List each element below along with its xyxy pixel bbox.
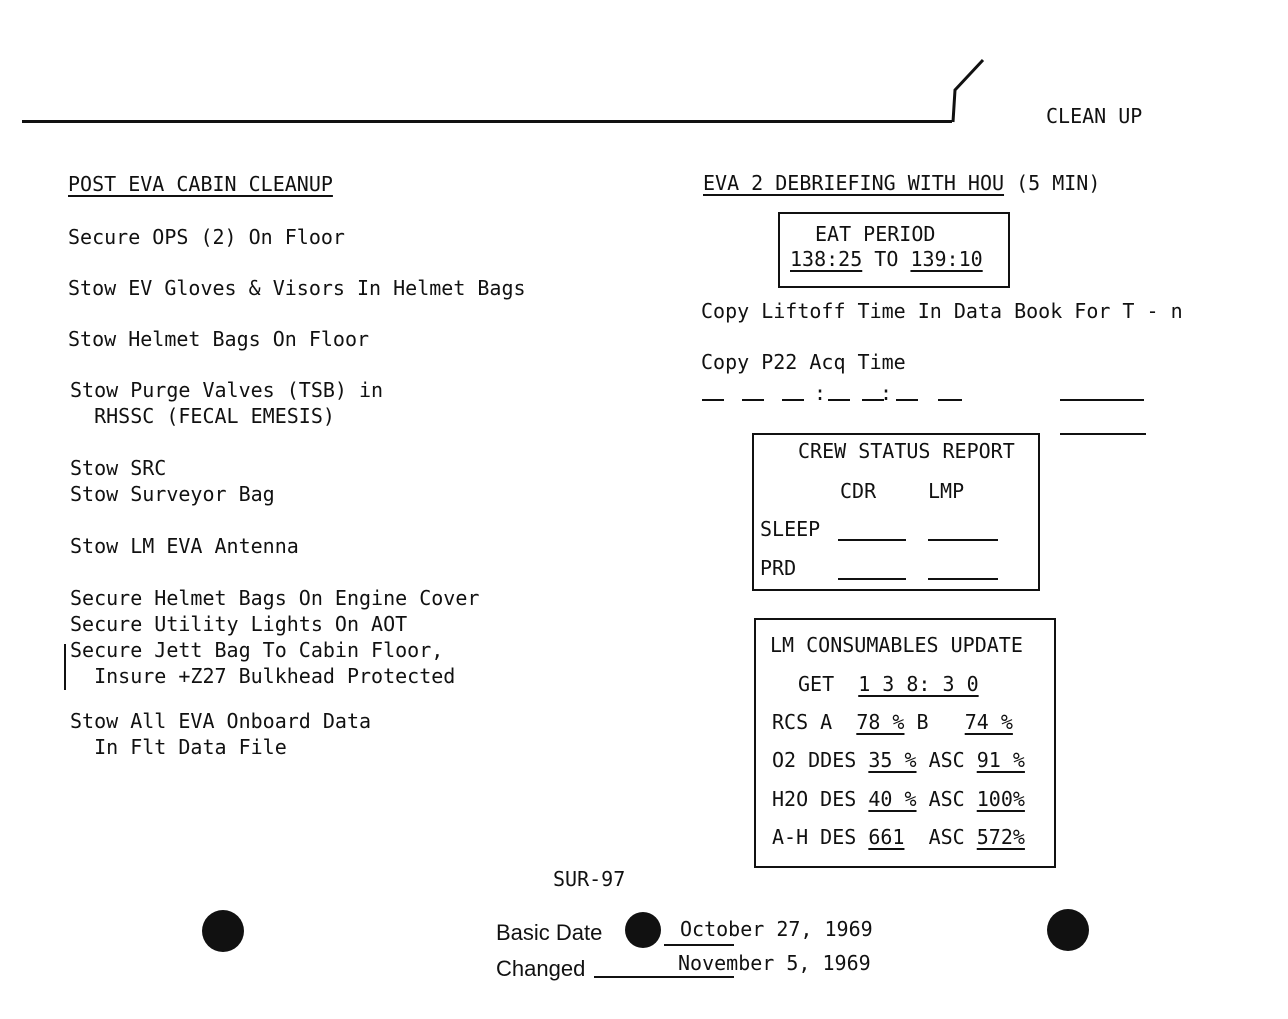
consumables-row [772,786,1025,812]
row-value-2: 100% [976,787,1025,811]
copy-liftoff-text: Copy Liftoff Time In Data Book For T - n [701,299,1183,323]
binder-hole-right [1047,909,1089,951]
row-value-2: 74 % [964,710,1013,734]
changed-date-value: November 5, 1969 [678,951,871,975]
sleep-lmp-blank [928,539,998,541]
eat-start: 138:25 [790,247,863,271]
get-label: GET [798,672,835,696]
consumables-row [772,824,1025,850]
get-value: 1 3 8: 3 0 [858,672,979,696]
list-item: RHSSC (FECAL EMESIS) [70,404,335,428]
binder-hole-left [202,910,244,952]
tab-mark [940,50,1000,130]
row-value-1: 40 % [868,787,917,811]
row-mid: ASC [928,825,965,849]
changed-underline [594,976,734,978]
eat-label: EAT PERIOD [815,222,936,246]
sleep-cdr-blank [838,539,906,541]
row-label: A-H DES [772,825,857,849]
right-title-main: EVA 2 DEBRIEFING WITH HOU [703,171,1005,195]
consumables-title: LM CONSUMABLES UPDATE [770,633,1023,657]
row-value-1: 78 % [856,710,905,734]
row-label: O2 DDES [772,748,857,772]
list-item: Stow Purge Valves (TSB) in [70,378,384,402]
copy-p22-text: Copy P22 Acq Time [701,350,906,374]
list-item: Stow Surveyor Bag [70,482,275,506]
crew-row-sleep: SLEEP [760,517,821,541]
crew-col-cdr: CDR [840,479,877,503]
list-item: Stow All EVA Onboard Data [70,709,372,733]
row-value-1: 35 % [868,748,917,772]
basic-date-underline [664,944,734,946]
list-item: Secure Utility Lights On AOT [70,612,408,636]
section-label: CLEAN UP [1046,104,1143,128]
eat-range [790,246,983,272]
eat-to: TO [874,247,899,271]
list-item: Secure OPS (2) On Floor [68,225,345,249]
consumables-row [772,709,1013,735]
eat-end: 139:10 [910,247,983,271]
basic-date-value: October 27, 1969 [680,917,873,941]
list-item: Stow Helmet Bags On Floor [68,327,370,351]
row-value-2: 572% [976,825,1025,849]
list-item: Stow LM EVA Antenna [70,534,299,558]
list-item: Insure +Z27 Bulkhead Protected [70,664,456,688]
page-id: SUR-97 [553,867,626,891]
prd-cdr-blank [838,578,906,580]
row-label: H2O DES [772,787,857,811]
crew-col-lmp: LMP [928,479,965,503]
change-bar [64,644,66,690]
changed-label: Changed [496,956,586,981]
consumables-row [772,747,1025,773]
list-item: Secure Jett Bag To Cabin Floor, [70,638,444,662]
prd-lmp-blank [928,578,998,580]
left-title: POST EVA CABIN CLEANUP [68,172,333,196]
crew-status-title: CREW STATUS REPORT [798,439,1015,463]
list-item: In Flt Data File [70,735,287,759]
basic-date-label: Basic Date [496,920,603,945]
row-mid: B [916,710,929,734]
row-mid: ASC [928,787,965,811]
crew-row-prd: PRD [760,556,797,580]
consumables-get [798,671,979,697]
binder-hole-center [625,912,661,948]
right-title-suffix: (5 MIN) [1004,171,1101,195]
row-mid: ASC [928,748,965,772]
header-rule [22,120,952,123]
list-item: Secure Helmet Bags On Engine Cover [70,586,480,610]
row-value-1: 661 [868,825,905,849]
row-label: RCS A [772,710,833,734]
row-value-2: 91 % [976,748,1025,772]
list-item: Stow EV Gloves & Visors In Helmet Bags [68,276,526,300]
list-item: Stow SRC [70,456,167,480]
right-title [703,170,1100,196]
